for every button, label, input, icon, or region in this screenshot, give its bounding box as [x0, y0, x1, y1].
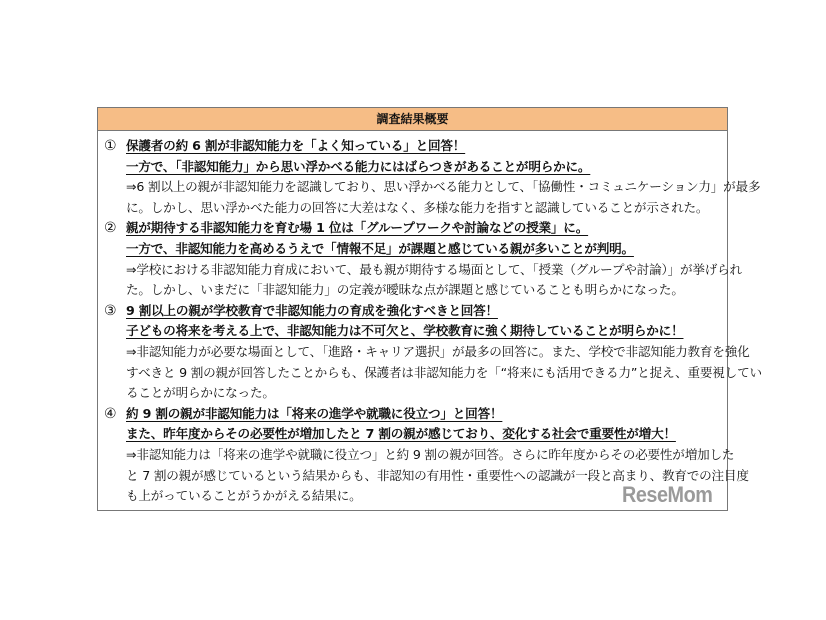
sections: [98, 136, 762, 507]
section-headline: [98, 321, 727, 342]
section-body-line: ることが明らかになった。: [126, 385, 275, 401]
section-number: ①: [104, 138, 117, 154]
section-number: ②: [104, 220, 117, 237]
headline-text: 一方で、「非認知能力」から思い浮かべる能力にはばらつきがあることが明らかに。: [126, 158, 591, 174]
section-body-line: ⇒非認知能力は「将来の進学や就職に役立つ」と約 9 割の親が回答。さらに昨年度からその必要性が増加した: [126, 446, 735, 462]
headline-text: 一方で、非認知能力を高めるうえで「情報不足」が課題と感じている親が多いことが判明。: [126, 240, 634, 256]
section-headline: [98, 301, 727, 322]
resemom-logo: ReseMom: [622, 482, 713, 507]
headline-text: 保護者の約 6 割が非認知能力を「よく知っている」と回答！: [126, 138, 466, 153]
section-body-line: と 7 割の親が感じているという結果からも、非認知の有用性・重要性への認識が一段と高まり、教育での注目度: [126, 467, 749, 483]
headline-text: 子どもの将来を考える上で、非認知能力は不可欠と、学校教育に強く期待していることが明らかに！: [126, 323, 684, 339]
section-headline: [98, 424, 727, 445]
section-number: ④: [104, 405, 117, 422]
section-headline: [98, 218, 727, 239]
section-body-line: ⇒学校における非認知能力育成において、最も親が期待する場面として、「授業（グループや討論）」が挙げられ: [126, 261, 742, 277]
section-body-line: た。しかし、いまだに「非認知能力」の定義が曖昧な点が課題と感じていることも明らかになった。: [126, 282, 684, 298]
headline-text: また、昨年度からその必要性が増加したと 7 割の親が感じており、変化する社会で重要性が増大！: [126, 426, 676, 442]
section-headline: [98, 136, 727, 157]
section-body-line: すべきと 9 割の親が回答したことからも、保護者は非認知能力を「“将来にも活用できる力”と捉え、重要視してい: [126, 364, 762, 380]
section-body-line: に。しかし、思い浮かべた能力の回答に大差はなく、多様な能力を指すと認識していることが示された。: [126, 199, 709, 215]
section-headline: [98, 239, 727, 260]
headline-text: 約 9 割の親が非認知能力は「将来の進学や就職に役立つ」と回答！: [126, 405, 503, 421]
section-headline: [98, 404, 727, 425]
headline-text: 9 割以上の親が学校教育で非認知能力の育成を強化すべきと回答！: [126, 302, 498, 318]
summary-title: 調査結果概要: [98, 108, 727, 131]
section-headline: [98, 157, 727, 178]
section-number: ③: [104, 302, 117, 319]
section-body-line: ⇒6 割以上の親が非認知能力を認識しており、思い浮かべる能力として、「協働性・コミュニケーション力」が最多: [126, 179, 761, 195]
section-body-line: も上がっていることがうかがえる結果に。: [126, 488, 362, 504]
summary-box: [97, 107, 762, 511]
headline-text: 親が期待する非認知能力を育む場 1 位は「グループワークや討論などの授業」に。: [126, 220, 589, 236]
section-body-line: ⇒非認知能力が必要な場面として、「進路・キャリア選択」が最多の回答に。また、学校で非認知能力教育を強化: [126, 343, 750, 359]
